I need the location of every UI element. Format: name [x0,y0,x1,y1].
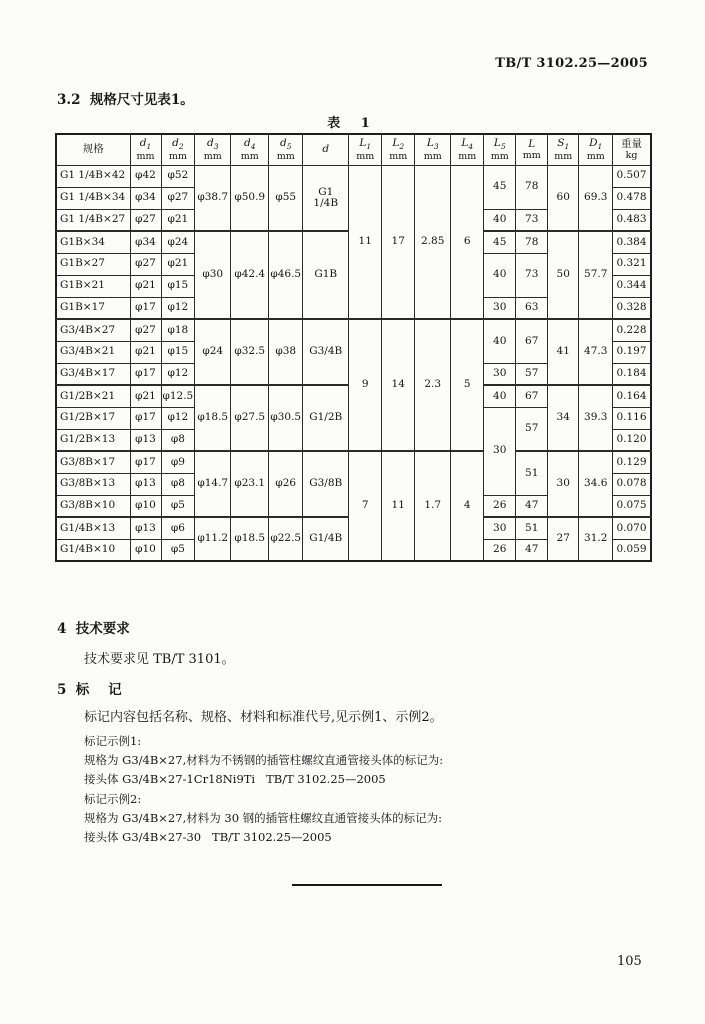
value-cell: φ18.5 [231,517,269,561]
section-5-heading: 5 标 记 [57,682,122,698]
spec-cell: G1/2B×13 [56,429,130,451]
value-cell: 0.478 [613,187,651,209]
column-header: $L_1$ mm [349,134,382,165]
spec-cell: G1/2B×17 [56,407,130,429]
value-cell: 40 [484,385,516,407]
spec-cell: G1 1/4B×34 [56,187,130,209]
section-5-body: 标记内容包括名称、规格、材料和标准代号,见示例1、示例2。 [84,710,443,725]
value-cell: 4 [451,451,484,561]
doc-number: TB/T 3102.25—2005 [495,56,648,71]
column-header: $d_2$ mm [161,134,195,165]
value-cell: 0.116 [613,407,651,429]
value-cell: φ14.7 [195,451,231,517]
value-cell: 26 [484,495,516,517]
spec-cell: G3/8B×10 [56,495,130,517]
value-cell: φ34 [130,187,161,209]
value-cell: 0.321 [613,253,651,275]
column-header: d [303,134,349,165]
value-cell: φ17 [130,451,161,473]
column-header: $d_3$ mm [195,134,231,165]
value-cell: φ27 [161,187,195,209]
spec-cell: G1B×21 [56,275,130,297]
value-cell: 0.120 [613,429,651,451]
value-cell: 0.384 [613,231,651,253]
value-cell: 67 [516,319,548,363]
value-cell: 57.7 [579,231,613,319]
value-cell: 67 [516,385,548,407]
value-cell: 60 [548,165,579,231]
value-cell: φ17 [130,407,161,429]
value-cell: φ42.4 [231,231,269,319]
value-cell: 69.3 [579,165,613,231]
value-cell: φ46.5 [269,231,303,319]
spec-table [55,133,652,562]
value-cell: 6 [451,165,484,319]
value-cell: φ17 [130,363,161,385]
value-cell: φ27 [130,209,161,231]
spec-table-head [56,134,651,165]
value-cell: φ21 [161,253,195,275]
value-cell: 39.3 [579,385,613,451]
value-cell: φ42 [130,165,161,187]
value-cell: φ55 [269,165,303,231]
value-cell: 27 [548,517,579,561]
column-header: 规格 [56,134,130,165]
value-cell: 41 [548,319,579,385]
value-cell: φ30 [195,231,231,319]
value-cell: 0.344 [613,275,651,297]
value-cell: 0.070 [613,517,651,539]
end-divider-line [292,884,442,886]
value-cell: 0.197 [613,341,651,363]
value-cell: φ13 [130,429,161,451]
value-cell: 31.2 [579,517,613,561]
column-header: $d_5$ mm [269,134,303,165]
value-cell: φ17 [130,297,161,319]
value-cell: φ5 [161,495,195,517]
column-header: 重量 kg [613,134,651,165]
column-header: $d_1$ mm [130,134,161,165]
value-cell: φ21 [130,341,161,363]
value-cell: φ12 [161,407,195,429]
value-cell: 30 [484,297,516,319]
value-cell: φ18.5 [195,385,231,451]
value-cell: φ8 [161,429,195,451]
column-header: $S_1$ mm [548,134,579,165]
value-cell: 30 [484,407,516,495]
header-row [56,134,651,165]
value-cell: 0.164 [613,385,651,407]
spec-cell: G3/4B×17 [56,363,130,385]
value-cell: φ38 [269,319,303,385]
value-cell: 73 [516,253,548,297]
value-cell: φ26 [269,451,303,517]
value-cell: 9 [349,319,382,451]
value-cell: φ13 [130,517,161,539]
value-cell: G1B [303,231,349,319]
value-cell: φ21 [130,385,161,407]
value-cell: 14 [382,319,415,451]
spec-cell: G1B×27 [56,253,130,275]
value-cell: φ18 [161,319,195,341]
spec-cell: G1 1/4B×27 [56,209,130,231]
value-cell: 73 [516,209,548,231]
value-cell: 0.078 [613,473,651,495]
value-cell: 0.059 [613,539,651,561]
spec-cell: G3/8B×13 [56,473,130,495]
value-cell: 17 [382,165,415,319]
value-cell: φ30.5 [269,385,303,451]
value-cell: φ12.5 [161,385,195,407]
value-cell: 57 [516,363,548,385]
marking-example-2-description: 规格为 G3/4B×27,材料为 30 钢的插管柱螺纹直通管接头体的标记为: [84,811,443,825]
column-header: $L_5$ mm [484,134,516,165]
value-cell: φ38.7 [195,165,231,231]
value-cell: 45 [484,231,516,253]
value-cell: G1/2B [303,385,349,451]
value-cell: φ52 [161,165,195,187]
value-cell: 0.075 [613,495,651,517]
spec-cell: G1B×34 [56,231,130,253]
table-caption: 表 1 [327,116,378,131]
value-cell: 78 [516,165,548,209]
value-cell: φ32.5 [231,319,269,385]
value-cell: 0.129 [613,451,651,473]
value-cell: φ24 [161,231,195,253]
value-cell: 0.507 [613,165,651,187]
page-number: 105 [617,954,642,969]
value-cell: 1.7 [415,451,451,561]
spec-cell: G3/4B×27 [56,319,130,341]
value-cell: 57 [516,407,548,451]
spec-cell: G1B×17 [56,297,130,319]
value-cell: φ24 [195,319,231,385]
marking-example-2-label: 标记示例2: [84,792,142,806]
value-cell: 47 [516,495,548,517]
column-header: $L_4$ mm [451,134,484,165]
value-cell: 11 [349,165,382,319]
value-cell: φ9 [161,451,195,473]
marking-example-1-label: 标记示例1: [84,734,142,748]
value-cell: φ34 [130,231,161,253]
table-row [56,319,651,341]
table-row [56,165,651,187]
value-cell: G1 1/4B [303,165,349,231]
value-cell: 47.3 [579,319,613,385]
value-cell: φ12 [161,363,195,385]
value-cell: 30 [484,517,516,539]
value-cell: φ11.2 [195,517,231,561]
value-cell: 34.6 [579,451,613,517]
column-header: $L_3$ mm [415,134,451,165]
value-cell: 5 [451,319,484,451]
value-cell: 45 [484,165,516,209]
value-cell: G3/8B [303,451,349,517]
spec-cell: G1/4B×10 [56,539,130,561]
value-cell: 50 [548,231,579,319]
value-cell: 40 [484,253,516,297]
spec-cell: G1/2B×21 [56,385,130,407]
value-cell: 51 [516,451,548,495]
value-cell: φ50.9 [231,165,269,231]
value-cell: 2.3 [415,319,451,451]
spec-cell: G1/4B×13 [56,517,130,539]
value-cell: 51 [516,517,548,539]
value-cell: 34 [548,385,579,451]
marking-example-2-designation: 接头体 G3/4B×27-30 TB/T 3102.25—2005 [84,830,332,844]
value-cell: 30 [484,363,516,385]
value-cell: φ15 [161,341,195,363]
marking-example-1-description: 规格为 G3/4B×27,材料为不锈钢的插管柱螺纹直通管接头体的标记为: [84,753,444,767]
spec-cell: G3/8B×17 [56,451,130,473]
spec-cell: G3/4B×21 [56,341,130,363]
column-header: L mm [516,134,548,165]
value-cell: G3/4B [303,319,349,385]
value-cell: φ12 [161,297,195,319]
value-cell: φ27.5 [231,385,269,451]
value-cell: φ23.1 [231,451,269,517]
value-cell: 30 [548,451,579,517]
section-3-2-heading: 3.2 规格尺寸见表1。 [57,92,194,108]
value-cell: 47 [516,539,548,561]
value-cell: φ5 [161,539,195,561]
spec-cell: G1 1/4B×42 [56,165,130,187]
value-cell: G1/4B [303,517,349,561]
column-header: $D_1$ mm [579,134,613,165]
value-cell: 40 [484,319,516,363]
value-cell: φ27 [130,253,161,275]
value-cell: φ6 [161,517,195,539]
value-cell: φ27 [130,319,161,341]
value-cell: 11 [382,451,415,561]
value-cell: φ22.5 [269,517,303,561]
value-cell: 63 [516,297,548,319]
column-header: $L_2$ mm [382,134,415,165]
column-header: $d_4$ mm [231,134,269,165]
value-cell: φ21 [161,209,195,231]
value-cell: φ21 [130,275,161,297]
value-cell: 0.328 [613,297,651,319]
value-cell: 0.184 [613,363,651,385]
section-4-heading: 4 技术要求 [57,621,130,637]
section-4-body: 技术要求见 TB/T 3101。 [84,652,235,667]
marking-example-1-designation: 接头体 G3/4B×27-1Cr18Ni9Ti TB/T 3102.25—2005 [84,772,386,786]
value-cell: 78 [516,231,548,253]
value-cell: 0.483 [613,209,651,231]
table-row [56,451,651,473]
value-cell: φ10 [130,539,161,561]
value-cell: 0.228 [613,319,651,341]
value-cell: 7 [349,451,382,561]
value-cell: 26 [484,539,516,561]
value-cell: 40 [484,209,516,231]
value-cell: φ10 [130,495,161,517]
value-cell: 2.85 [415,165,451,319]
value-cell: φ15 [161,275,195,297]
spec-table-body [56,165,651,561]
value-cell: φ8 [161,473,195,495]
value-cell: φ13 [130,473,161,495]
